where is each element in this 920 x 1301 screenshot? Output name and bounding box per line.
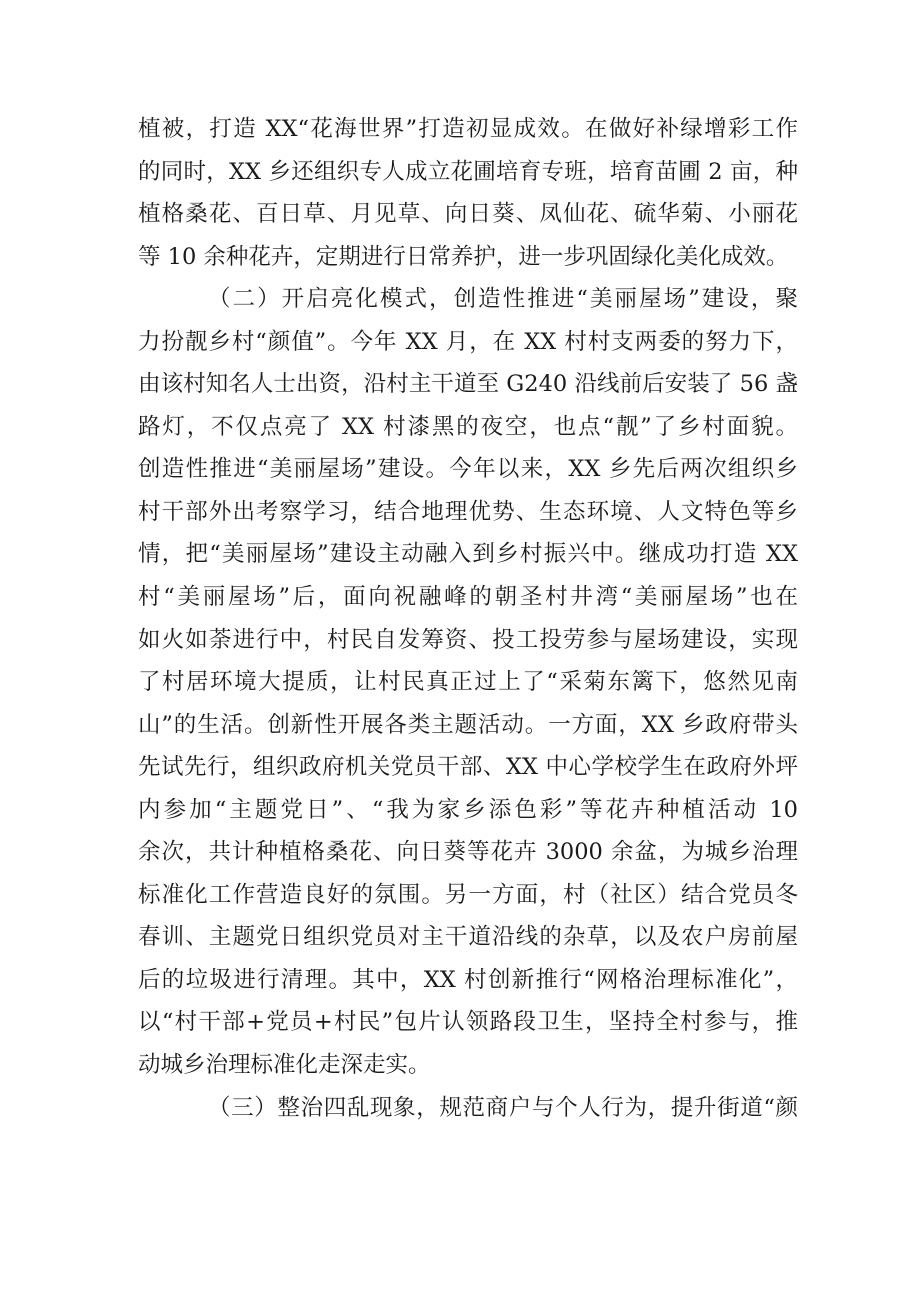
text-line: 先试先行，组织政府机关党员干部、XX 中心学校学生在政府外坪 <box>138 754 798 781</box>
text-line: 了村居环境大提质，让村民真正过上了“采菊东篱下，悠然见南 <box>138 669 798 696</box>
text-line: 内参加“主题党日”、“我为家乡添色彩”等花卉种植活动 10 <box>138 796 798 823</box>
paragraph-section-two <box>138 278 798 1086</box>
text-line: 等 10 余种花卉，定期进行日常养护，进一步巩固绿化美化成效。 <box>138 243 789 270</box>
text-line: 的同时，XX 乡还组织专人成立花圃培育专班，培育苗圃 2 亩，种 <box>138 158 798 185</box>
text-line: 标准化工作营造良好的氛围。另一方面，村（社区）结合党员冬 <box>138 881 798 908</box>
text-line: 以“村干部+党员+村民”包片认领路段卫生，坚持全村参与，推 <box>138 1009 798 1036</box>
text-line: 村干部外出考察学习，结合地理优势、生态环境、人文特色等乡 <box>138 498 798 525</box>
text-line: 余次，共计种植格桑花、向日葵等花卉 3000 余盆，为城乡治理 <box>138 839 798 866</box>
section-heading-line: （三）整治四乱现象，规范商户与个人行为，提升街道“颜 <box>208 1094 798 1121</box>
text-line: 如火如荼进行中，村民自发筹资、投工投劳参与屋场建设，实现 <box>138 626 798 653</box>
text-line: 由该村知名人士出资，沿村主干道至 G240 沿线前后安装了 56 盏 <box>138 371 798 398</box>
text-line: 植被，打造 XX“花海世界”打造初显成效。在做好补绿增彩工作 <box>138 116 798 142</box>
document-body <box>138 108 798 1129</box>
paragraph-continued <box>138 108 798 278</box>
text-line: 创造性推进“美丽屋场”建设。今年以来，XX 乡先后两次组织乡 <box>138 456 798 483</box>
text-line: 路灯，不仅点亮了 XX 村漆黑的夜空，也点“靓”了乡村面貌。 <box>138 413 798 440</box>
text-line: 山”的生活。创新性开展各类主题活动。一方面，XX 乡政府带头 <box>138 711 798 738</box>
text-line: 植格桑花、百日草、月见草、向日葵、凤仙花、硫华菊、小丽花 <box>138 201 798 228</box>
paragraph-section-three <box>138 1087 798 1130</box>
text-line: 情，把“美丽屋场”建设主动融入到乡村振兴中。继成功打造 XX <box>138 541 798 568</box>
section-heading-line: （二）开启亮化模式，创造性推进“美丽屋场”建设，聚 <box>208 286 798 313</box>
text-line: 后的垃圾进行清理。其中，XX 村创新推行“网格治理标准化”， <box>138 966 798 993</box>
text-line: 动城乡治理标准化走深走实。 <box>138 1052 431 1079</box>
text-line: 村“美丽屋场”后，面向祝融峰的朝圣村井湾“美丽屋场”也在 <box>138 584 798 611</box>
text-line: 春训、主题党日组织党员对主干道沿线的杂草，以及农户房前屋 <box>138 924 798 951</box>
text-line: 力扮靓乡村“颜值”。今年 XX 月，在 XX 村村支两委的努力下， <box>138 328 798 355</box>
